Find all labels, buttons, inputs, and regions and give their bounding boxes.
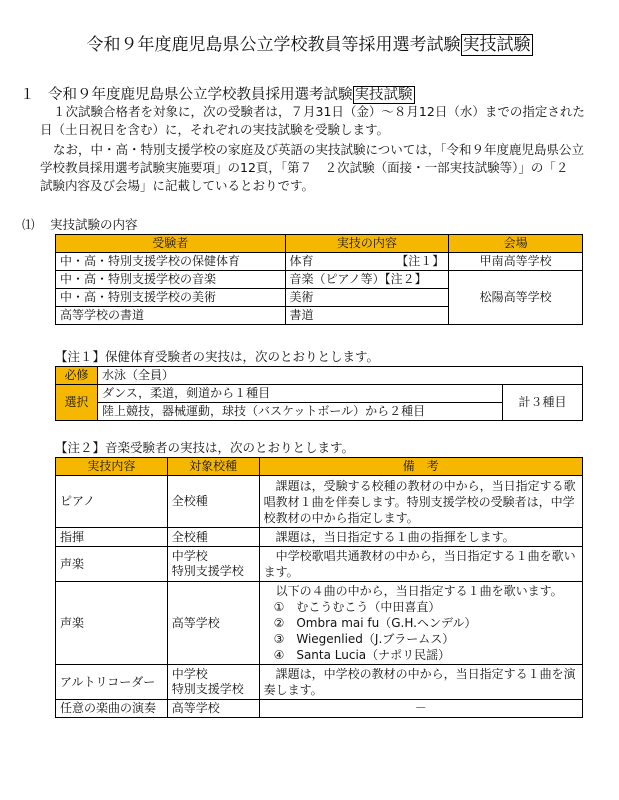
song-item: ③ Wiegenlied（J.ブラームス） xyxy=(273,632,455,646)
cell-content: 声楽 xyxy=(56,582,168,665)
table-row xyxy=(56,271,583,289)
note-2-text: 【注２】音楽受験者の実技は，次のとおりとします。 xyxy=(55,440,355,455)
table-row xyxy=(56,476,583,528)
cell-content: 美術 xyxy=(285,289,449,307)
cell-remark xyxy=(259,582,582,665)
cell-content: 体育 xyxy=(285,253,369,271)
table-header-row xyxy=(56,235,583,253)
paragraph-2: なお，中・高・特別支援学校の家庭及び英語の実技試験については，「令和９年度鹿児島県公立学校教員採用選考試験実施要項」の12頁，「第７ ２次試験（面接・一部実技試験等）」の「２ 試験内容及び会場」に記載しているとおりです。 xyxy=(40,142,585,193)
table-row xyxy=(56,547,583,582)
section-number: １ xyxy=(20,87,35,103)
header-content: 実技内容 xyxy=(56,458,168,476)
cell-content: ピアノ xyxy=(56,476,168,528)
table-row xyxy=(56,385,583,403)
table-row xyxy=(56,582,583,665)
subsection-label: 実技試験の内容 xyxy=(50,217,138,232)
cell-remark: 中学校歌唱共通教材の中から，当日指定する１曲を歌います。 xyxy=(259,547,582,582)
elective-total: 計３種目 xyxy=(503,385,583,421)
header-venue: 会場 xyxy=(449,235,583,253)
paragraph-1: １次試験合格者を対象に，次の受験者は，７月31日（金）～８月12日（水）までの指定された日（土日祝日を含む）に，それぞれの実技試験を受験します。 xyxy=(40,104,585,137)
cell-examinee: 中・高・特別支援学校の音楽 xyxy=(56,271,286,289)
cell-content: 指揮 xyxy=(56,528,168,547)
subsection-number: ⑴ xyxy=(22,217,35,232)
cell-target: 高等学校 xyxy=(167,700,259,718)
cell-venue: 松陽高等学校 xyxy=(449,271,583,325)
cell-content: 書道 xyxy=(285,307,449,325)
remark-text: 以下の４曲の中から，当日指定する１曲を歌います。 xyxy=(275,584,563,598)
table-row xyxy=(56,528,583,547)
pe-exam-table xyxy=(55,366,583,421)
cell-target: 中学校 特別支援学校 xyxy=(167,665,259,700)
cell-target: 高等学校 xyxy=(167,582,259,665)
cell-content: 任意の楽曲の演奏 xyxy=(56,700,168,718)
exam-content-table xyxy=(55,234,583,325)
elective-2: 陸上競技，器械運動，球技（バスケットボール）から２種目 xyxy=(97,403,502,421)
required-text: 水泳（全員） xyxy=(97,367,582,385)
header-target: 対象校種 xyxy=(167,458,259,476)
elective-1: ダンス，柔道，剣道から１種目 xyxy=(97,385,502,403)
header-examinee: 受験者 xyxy=(56,235,286,253)
cell-examinee: 高等学校の書道 xyxy=(56,307,286,325)
song-item: ④ Santa Lucia（ナポリ民謡） xyxy=(273,648,451,662)
section-text: 令和９年度鹿児島県公立学校教員採用選考試験 xyxy=(48,87,353,103)
cell-content: 音楽（ピアノ等）【注２】 xyxy=(285,271,449,289)
song-item: ① むこうむこう（中田喜直） xyxy=(273,600,441,614)
section-heading xyxy=(20,83,415,104)
cell-target: 全校種 xyxy=(167,476,259,528)
table-row xyxy=(56,665,583,700)
header-remark: 備 考 xyxy=(259,458,582,476)
page-title xyxy=(0,30,619,55)
cell-content: 声楽 xyxy=(56,547,168,582)
cell-target: 全校種 xyxy=(167,528,259,547)
cell-note: 【注１】 xyxy=(369,253,449,271)
music-exam-table xyxy=(55,457,583,718)
table-row xyxy=(56,253,583,271)
section-boxed: 実技試験 xyxy=(354,87,413,103)
table-row xyxy=(56,367,583,385)
title-main: 令和９年度鹿児島県公立学校教員等採用選考試験 xyxy=(86,35,461,55)
cell-remark: 課題は，受験する校種の教材の中から，当日指定する歌唱教材１曲を伴奏します。特別支援学校の受験者は，中学校教材の中から指定します。 xyxy=(259,476,582,528)
cell-content: アルトリコーダー xyxy=(56,665,168,700)
subsection-heading xyxy=(22,215,138,233)
cell-remark: 課題は，当日指定する１曲の指揮をします。 xyxy=(259,528,582,547)
elective-label: 選択 xyxy=(56,385,98,421)
required-label: 必修 xyxy=(56,367,98,385)
cell-target: 中学校 特別支援学校 xyxy=(167,547,259,582)
cell-venue: 甲南高等学校 xyxy=(449,253,583,271)
cell-remark: 課題は，中学校の教材の中から，当日指定する１曲を演奏します。 xyxy=(259,665,582,700)
table-row xyxy=(56,700,583,718)
song-item: ② Ombra mai fu（G.H.ヘンデル） xyxy=(273,616,477,630)
header-content: 実技の内容 xyxy=(285,235,449,253)
table-header-row xyxy=(56,458,583,476)
cell-examinee: 中・高・特別支援学校の美術 xyxy=(56,289,286,307)
cell-remark: － xyxy=(259,700,582,718)
title-boxed: 実技試験 xyxy=(462,35,531,55)
cell-examinee: 中・高・特別支援学校の保健体育 xyxy=(56,253,286,271)
note-1-text: 【注１】保健体育受験者の実技は，次のとおりとします。 xyxy=(55,349,380,364)
